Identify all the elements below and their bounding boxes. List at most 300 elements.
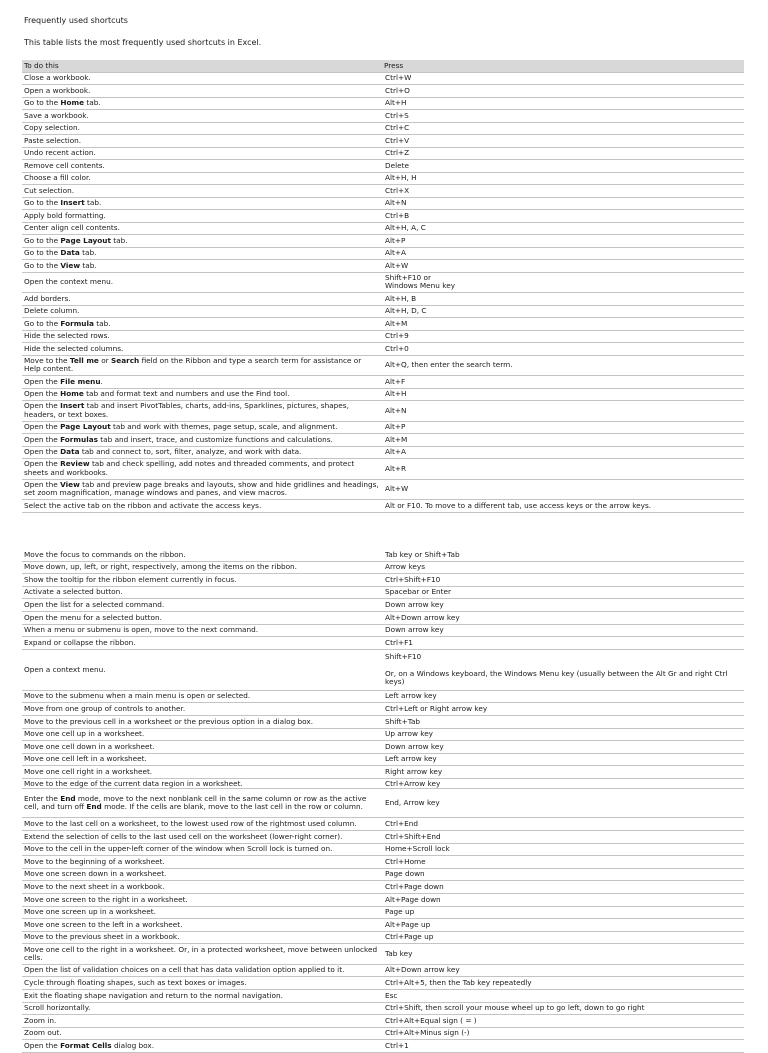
action-text: . bbox=[100, 376, 103, 386]
shortcut-cell bbox=[382, 856, 744, 869]
table-row bbox=[22, 500, 744, 513]
action-text: Exit the floating shape navigation and return to the normal navigation. bbox=[24, 990, 283, 1000]
table-row bbox=[22, 690, 744, 703]
table-row bbox=[22, 637, 744, 650]
action-text: Move to the previous sheet in a workbook. bbox=[24, 932, 180, 942]
action-cell bbox=[22, 1040, 382, 1053]
action-text: Remove cell contents. bbox=[24, 160, 105, 170]
shortcut-cell bbox=[382, 185, 744, 198]
action-text: dialog box. bbox=[111, 1041, 155, 1051]
bold-term: Home bbox=[60, 98, 85, 108]
table-row bbox=[22, 97, 744, 110]
action-cell bbox=[22, 260, 382, 273]
table-row bbox=[22, 766, 744, 779]
action-text: Move to the edge of the current data region in a worksheet. bbox=[24, 778, 243, 788]
action-text: Open the menu for a selected button. bbox=[24, 612, 162, 622]
shortcut-keys: Ctrl+F1 bbox=[385, 637, 413, 647]
table-row bbox=[22, 856, 744, 869]
action-text: Cut selection. bbox=[24, 185, 75, 195]
shortcut-cell bbox=[382, 401, 744, 422]
action-cell bbox=[22, 741, 382, 754]
table-row bbox=[22, 197, 744, 210]
shortcut-cell bbox=[382, 388, 744, 401]
action-text: When a menu or submenu is open, move to the next command. bbox=[24, 625, 259, 635]
bold-term: View bbox=[60, 260, 81, 270]
action-cell bbox=[22, 599, 382, 612]
action-text: Move from one group of controls to another. bbox=[24, 703, 186, 713]
action-cell bbox=[22, 160, 382, 173]
table-row bbox=[22, 715, 744, 728]
table-row bbox=[22, 741, 744, 754]
action-cell bbox=[22, 110, 382, 123]
action-text: Move one cell left in a worksheet. bbox=[24, 754, 147, 764]
shortcut-keys: Home+Scroll lock bbox=[385, 844, 450, 854]
action-cell bbox=[22, 856, 382, 869]
shortcut-keys: End, Arrow key bbox=[385, 798, 440, 808]
action-cell bbox=[22, 388, 382, 401]
action-cell bbox=[22, 293, 382, 306]
shortcut-cell bbox=[382, 931, 744, 944]
shortcut-keys: Ctrl+O bbox=[385, 85, 410, 95]
shortcut-keys: Down arrow key bbox=[385, 600, 444, 610]
shortcut-cell bbox=[382, 247, 744, 260]
shortcut-keys: Arrow keys bbox=[385, 562, 426, 572]
action-cell bbox=[22, 964, 382, 977]
shortcut-cell bbox=[382, 135, 744, 148]
shortcut-cell bbox=[382, 919, 744, 932]
bold-term: End bbox=[60, 794, 76, 804]
table-row bbox=[22, 881, 744, 894]
table-row bbox=[22, 624, 744, 637]
table-row bbox=[22, 72, 744, 85]
shortcut-keys: Shift+F10 or bbox=[385, 272, 431, 282]
action-text: Move one screen to the left in a worksheet. bbox=[24, 919, 183, 929]
action-text: Open the bbox=[24, 422, 61, 432]
action-cell bbox=[22, 500, 382, 513]
action-text: Go to the bbox=[24, 318, 61, 328]
action-text: Open the list for a selected command. bbox=[24, 600, 165, 610]
action-cell bbox=[22, 305, 382, 318]
shortcut-cell bbox=[382, 197, 744, 210]
shortcut-keys: Ctrl+Shift+F10 bbox=[385, 574, 441, 584]
shortcut-keys: Ctrl+Alt+5, then the Tab key repeatedly bbox=[385, 978, 532, 988]
shortcut-cell bbox=[382, 330, 744, 343]
shortcut-keys: Up arrow key bbox=[385, 729, 433, 739]
action-text: tab and check spelling, add notes and threaded comments, and protect sheets and workbooks. bbox=[24, 459, 355, 477]
action-text: Add borders. bbox=[24, 293, 71, 303]
shortcut-keys: Page up bbox=[385, 907, 415, 917]
table-row bbox=[22, 85, 744, 98]
action-cell bbox=[22, 235, 382, 248]
table-row bbox=[22, 110, 744, 123]
action-text: tab. bbox=[110, 235, 128, 245]
table-row bbox=[22, 210, 744, 223]
action-cell bbox=[22, 185, 382, 198]
shortcut-keys: Shift+F10 bbox=[385, 652, 422, 662]
action-cell bbox=[22, 272, 382, 293]
shortcut-cell bbox=[382, 305, 744, 318]
table-row bbox=[22, 122, 744, 135]
shortcut-cell bbox=[382, 977, 744, 990]
shortcut-keys: Ctrl+X bbox=[385, 185, 410, 195]
action-text: tab. bbox=[80, 260, 97, 270]
shortcut-keys: Ctrl+Page up bbox=[385, 932, 434, 942]
shortcut-keys: Esc bbox=[385, 990, 398, 1000]
action-text: Move to the cell in the upper-left corner of the window when Scroll lock is turned on. bbox=[24, 844, 333, 854]
shortcut-cell bbox=[382, 831, 744, 844]
shortcut-cell bbox=[382, 97, 744, 110]
action-cell bbox=[22, 977, 382, 990]
action-text: Paste selection. bbox=[24, 135, 82, 145]
shortcut-cell bbox=[382, 110, 744, 123]
shortcut-cell bbox=[382, 778, 744, 789]
table-row bbox=[22, 906, 744, 919]
shortcut-cell bbox=[382, 586, 744, 599]
action-text: Move one cell down in a worksheet. bbox=[24, 741, 155, 751]
action-cell bbox=[22, 1015, 382, 1028]
action-text: Close a workbook. bbox=[24, 73, 91, 83]
shortcut-cell bbox=[382, 421, 744, 434]
intro-text: This table lists the most frequently used shortcuts in Excel. bbox=[24, 38, 262, 47]
shortcut-cell bbox=[382, 703, 744, 716]
table-row bbox=[22, 931, 744, 944]
action-text: Save a workbook. bbox=[24, 110, 89, 120]
shortcut-keys: Alt+N bbox=[385, 198, 407, 208]
table-row bbox=[22, 135, 744, 148]
shortcut-cell bbox=[382, 500, 744, 513]
table-row bbox=[22, 990, 744, 1003]
shortcut-keys: Right arrow key bbox=[385, 766, 443, 776]
shortcut-cell bbox=[382, 893, 744, 906]
action-text: Apply bold formatting. bbox=[24, 210, 106, 220]
shortcut-keys: Page down bbox=[385, 869, 425, 879]
action-text: tab and preview page breaks and layouts, show and hide gridlines and headings, set zoom magnification, manage windows and panes, and view macros. bbox=[24, 479, 379, 498]
shortcut-cell bbox=[382, 210, 744, 223]
action-text: Center align cell contents. bbox=[24, 223, 120, 233]
table-row bbox=[22, 831, 744, 844]
table-row bbox=[22, 789, 744, 818]
shortcut-cell bbox=[382, 160, 744, 173]
action-cell bbox=[22, 318, 382, 331]
shortcut-cell bbox=[382, 434, 744, 447]
bold-term: Format Cells bbox=[60, 1041, 112, 1051]
bold-term: Formula bbox=[60, 318, 94, 328]
action-cell bbox=[22, 574, 382, 587]
table-row bbox=[22, 599, 744, 612]
table-row bbox=[22, 574, 744, 587]
shortcut-cell bbox=[382, 122, 744, 135]
action-text: Open the list of validation choices on a cell that has data validation option applied to it. bbox=[24, 965, 345, 975]
table-row bbox=[22, 1027, 744, 1040]
action-text: Go to the bbox=[24, 235, 61, 245]
table-row bbox=[22, 421, 744, 434]
shortcut-cell bbox=[382, 459, 744, 480]
action-text: Go to the bbox=[24, 248, 61, 258]
action-cell bbox=[22, 122, 382, 135]
shortcut-keys: Alt+M bbox=[385, 318, 408, 328]
action-cell bbox=[22, 944, 382, 965]
shortcut-keys: Alt+Down arrow key bbox=[385, 965, 460, 975]
action-cell bbox=[22, 649, 382, 690]
action-cell bbox=[22, 459, 382, 480]
bold-term: Formulas bbox=[60, 434, 98, 444]
table-row bbox=[22, 293, 744, 306]
shortcut-cell bbox=[382, 624, 744, 637]
action-text: Open the context menu. bbox=[24, 277, 114, 287]
action-text: tab. bbox=[79, 248, 97, 258]
action-cell bbox=[22, 222, 382, 235]
action-text: Move down, up, left, or right, respectively, among the items on the ribbon. bbox=[24, 562, 298, 572]
shortcut-keys: Alt+M bbox=[385, 434, 408, 444]
action-cell bbox=[22, 586, 382, 599]
shortcut-cell bbox=[382, 318, 744, 331]
shortcut-cell bbox=[382, 715, 744, 728]
bold-term: Review bbox=[60, 459, 90, 469]
shortcut-keys: Ctrl+End bbox=[385, 819, 418, 829]
action-text: Open the bbox=[24, 459, 61, 469]
action-text: Move to the beginning of a worksheet. bbox=[24, 856, 165, 866]
bold-term: View bbox=[60, 479, 80, 489]
table-row bbox=[22, 355, 744, 376]
action-text: Zoom out. bbox=[24, 1028, 62, 1038]
table-row bbox=[22, 343, 744, 356]
shortcut-keys-alt: Or, on a Windows keyboard, the Windows Menu key (usually between the Alt Gr and right Ctrl keys) bbox=[385, 668, 728, 686]
shortcut-keys: Ctrl+S bbox=[385, 110, 409, 120]
action-text: Delete column. bbox=[24, 306, 80, 316]
shortcut-keys: Ctrl+W bbox=[385, 73, 412, 83]
action-text: Open the bbox=[24, 434, 61, 444]
shortcut-keys: Delete bbox=[385, 160, 409, 170]
shortcut-keys: Ctrl+Arrow key bbox=[385, 778, 441, 788]
shortcut-keys: Alt+P bbox=[385, 422, 406, 432]
shortcut-cell bbox=[382, 172, 744, 185]
table-row bbox=[22, 388, 744, 401]
shortcut-keys: Alt or F10. To move to a different tab, use access keys or the arrow keys. bbox=[385, 500, 652, 510]
action-text: Hide the selected rows. bbox=[24, 331, 110, 341]
shortcut-keys: Alt+Q, then enter the search term. bbox=[385, 360, 513, 370]
shortcut-cell bbox=[382, 843, 744, 856]
shortcut-keys: Alt+H, A, C bbox=[385, 223, 426, 233]
action-text: Choose a fill color. bbox=[24, 173, 91, 183]
shortcut-cell bbox=[382, 906, 744, 919]
action-text: tab and connect to, sort, filter, analyze, and work with data. bbox=[79, 447, 302, 457]
shortcut-cell bbox=[382, 343, 744, 356]
table-row bbox=[22, 893, 744, 906]
shortcut-cell bbox=[382, 789, 744, 818]
shortcut-keys: Ctrl+Left or Right arrow key bbox=[385, 703, 488, 713]
shortcut-cell bbox=[382, 599, 744, 612]
bold-term: Page Layout bbox=[60, 235, 111, 245]
action-cell bbox=[22, 172, 382, 185]
action-text: Go to the bbox=[24, 98, 61, 108]
shortcut-keys: Alt+H bbox=[385, 98, 407, 108]
table-row bbox=[22, 964, 744, 977]
bold-term: Search bbox=[111, 355, 140, 365]
shortcut-keys: Left arrow key bbox=[385, 754, 437, 764]
shortcut-cell bbox=[382, 1040, 744, 1053]
table-row bbox=[22, 376, 744, 389]
table-row bbox=[22, 1015, 744, 1028]
shortcut-keys: Alt+R bbox=[385, 463, 407, 473]
table-row bbox=[22, 479, 744, 500]
shortcut-cell bbox=[382, 818, 744, 831]
shortcut-cell bbox=[382, 72, 744, 85]
shortcuts-table-1 bbox=[22, 60, 744, 513]
shortcut-keys: Ctrl+C bbox=[385, 123, 410, 133]
action-cell bbox=[22, 766, 382, 779]
action-cell bbox=[22, 818, 382, 831]
action-text: Move to the next sheet in a workbook. bbox=[24, 882, 165, 892]
action-text: Move to the last cell on a worksheet, to the lowest used row of the rightmost used column. bbox=[24, 819, 357, 829]
table-row bbox=[22, 977, 744, 990]
action-cell bbox=[22, 479, 382, 500]
action-text: Open the bbox=[24, 389, 61, 399]
shortcut-keys: Spacebar or Enter bbox=[385, 587, 452, 597]
action-cell bbox=[22, 330, 382, 343]
shortcut-keys-alt: Windows Menu key bbox=[385, 281, 456, 291]
action-cell bbox=[22, 561, 382, 574]
table-row bbox=[22, 446, 744, 459]
bold-term: Insert bbox=[60, 401, 85, 411]
shortcut-cell bbox=[382, 235, 744, 248]
action-cell bbox=[22, 421, 382, 434]
shortcut-keys: Ctrl+V bbox=[385, 135, 410, 145]
shortcut-keys: Alt+H, D, C bbox=[385, 306, 427, 316]
shortcut-cell bbox=[382, 766, 744, 779]
action-text: Open the bbox=[24, 447, 61, 457]
action-text: tab and work with themes, page setup, scale, and alignment. bbox=[110, 422, 338, 432]
shortcut-keys: Ctrl+Alt+Minus sign (-) bbox=[385, 1028, 470, 1038]
bold-term: Page Layout bbox=[60, 422, 111, 432]
shortcut-keys: Left arrow key bbox=[385, 691, 437, 701]
shortcut-cell bbox=[382, 611, 744, 624]
shortcut-keys: Alt+A bbox=[385, 248, 406, 258]
action-text: field on the Ribbon and type a search term for assistance or Help content. bbox=[24, 355, 362, 374]
action-text: Move to the submenu when a main menu is open or selected. bbox=[24, 691, 251, 701]
table-row bbox=[22, 549, 744, 561]
action-text: Open the bbox=[24, 1041, 61, 1051]
action-cell bbox=[22, 147, 382, 160]
shortcut-cell bbox=[382, 85, 744, 98]
action-text: Select the active tab on the ribbon and activate the access keys. bbox=[24, 500, 262, 510]
table-row bbox=[22, 586, 744, 599]
action-cell bbox=[22, 247, 382, 260]
action-cell bbox=[22, 843, 382, 856]
table-row bbox=[22, 247, 744, 260]
table-row bbox=[22, 868, 744, 881]
action-text: Go to the bbox=[24, 260, 61, 270]
action-cell bbox=[22, 85, 382, 98]
shortcut-keys: Alt+Down arrow key bbox=[385, 612, 460, 622]
table-row bbox=[22, 778, 744, 789]
action-cell bbox=[22, 919, 382, 932]
table-row bbox=[22, 305, 744, 318]
bold-term: Data bbox=[60, 447, 80, 457]
action-text: Scroll horizontally. bbox=[24, 1003, 91, 1013]
action-text: Show the tooltip for the ribbon element currently in focus. bbox=[24, 574, 237, 584]
shortcut-cell bbox=[382, 147, 744, 160]
action-text: tab and insert PivotTables, charts, add-ins, Sparklines, pictures, shapes, headers, or text boxes. bbox=[24, 401, 349, 419]
action-cell bbox=[22, 72, 382, 85]
action-text: mode. If the cells are blank, move to the last cell in the row or column. bbox=[101, 802, 363, 812]
action-cell bbox=[22, 753, 382, 766]
table-row bbox=[22, 753, 744, 766]
action-text: Cycle through floating shapes, such as text boxes or images. bbox=[24, 978, 247, 988]
shortcut-cell bbox=[382, 690, 744, 703]
table-row bbox=[22, 1002, 744, 1015]
action-cell bbox=[22, 715, 382, 728]
action-text: Open a context menu. bbox=[24, 664, 106, 674]
page-title: Frequently used shortcuts bbox=[24, 16, 128, 25]
table-row bbox=[22, 260, 744, 273]
action-cell bbox=[22, 197, 382, 210]
action-text: Move to the previous cell in a worksheet or the previous option in a dialog box. bbox=[24, 716, 314, 726]
action-text: or bbox=[98, 355, 111, 365]
shortcut-cell bbox=[382, 549, 744, 561]
table-header-row bbox=[22, 60, 744, 72]
table-row bbox=[22, 160, 744, 173]
action-cell bbox=[22, 611, 382, 624]
action-text: Activate a selected button. bbox=[24, 587, 123, 597]
shortcut-keys: Tab key bbox=[385, 948, 413, 958]
action-cell bbox=[22, 868, 382, 881]
table-row bbox=[22, 919, 744, 932]
action-cell bbox=[22, 931, 382, 944]
action-text: Move one screen to the right in a worksheet. bbox=[24, 894, 188, 904]
table-row bbox=[22, 172, 744, 185]
shortcut-cell bbox=[382, 1027, 744, 1040]
table-row bbox=[22, 459, 744, 480]
action-text: tab. bbox=[93, 318, 111, 328]
action-text: tab and insert, trace, and customize functions and calculations. bbox=[97, 434, 333, 444]
action-text: tab and format text and numbers and use the Find tool. bbox=[83, 389, 290, 399]
action-text: Move to the bbox=[24, 355, 70, 365]
shortcut-keys: Alt+Page down bbox=[385, 894, 441, 904]
shortcut-keys: Ctrl+Page down bbox=[385, 882, 444, 892]
shortcut-keys: Alt+W bbox=[385, 260, 409, 270]
action-cell bbox=[22, 831, 382, 844]
action-text: Expand or collapse the ribbon. bbox=[24, 637, 136, 647]
shortcut-cell bbox=[382, 753, 744, 766]
shortcut-keys: Alt+Page up bbox=[385, 919, 431, 929]
shortcut-keys: Alt+N bbox=[385, 405, 407, 415]
action-cell bbox=[22, 893, 382, 906]
action-cell bbox=[22, 906, 382, 919]
table-row bbox=[22, 611, 744, 624]
shortcut-cell bbox=[382, 446, 744, 459]
action-text: Move one cell up in a worksheet. bbox=[24, 729, 145, 739]
table-row bbox=[22, 703, 744, 716]
bold-term: Data bbox=[60, 248, 80, 258]
bold-term: Tell me bbox=[69, 355, 99, 365]
action-cell bbox=[22, 1027, 382, 1040]
shortcut-keys: Alt+W bbox=[385, 484, 409, 494]
shortcut-cell bbox=[382, 574, 744, 587]
shortcut-keys: Ctrl+Shift, then scroll your mouse wheel up to go left, down to go right bbox=[385, 1003, 645, 1013]
column-header-action: To do this bbox=[22, 60, 382, 72]
column-header-keys: Press bbox=[382, 60, 744, 72]
action-text: Extend the selection of cells to the last used cell on the worksheet (lower-right corner). bbox=[24, 831, 343, 841]
shortcut-cell bbox=[382, 355, 744, 376]
action-cell bbox=[22, 990, 382, 1003]
action-cell bbox=[22, 549, 382, 561]
shortcut-keys: Ctrl+Shift+End bbox=[385, 831, 441, 841]
shortcut-cell bbox=[382, 1015, 744, 1028]
shortcut-cell bbox=[382, 990, 744, 1003]
shortcut-keys: Down arrow key bbox=[385, 741, 444, 751]
action-text: Move one screen up in a worksheet. bbox=[24, 907, 156, 917]
action-cell bbox=[22, 703, 382, 716]
